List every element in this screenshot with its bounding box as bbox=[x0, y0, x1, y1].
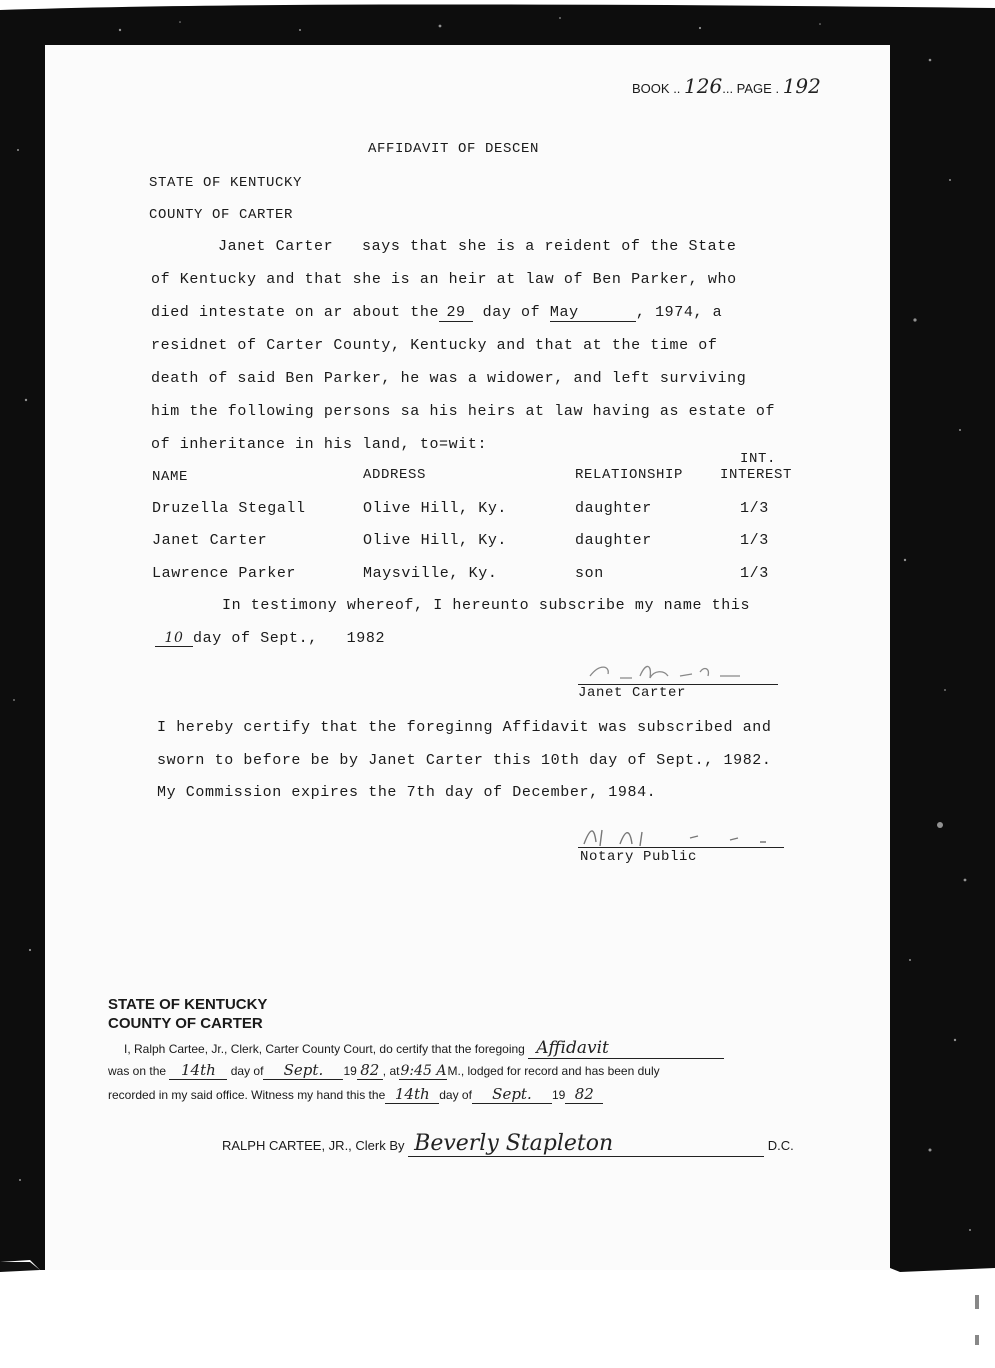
body-line-7: of inheritance in his land, to=wit: bbox=[151, 436, 488, 453]
record-line-2 bbox=[108, 1061, 660, 1080]
record-line-3-dayof: day of bbox=[439, 1088, 472, 1102]
record-line-3-pre: recorded in my said office. Witness my hand this the bbox=[108, 1088, 386, 1102]
record-time: 9:45 A bbox=[400, 1063, 447, 1079]
record-line-2-dayof: day of bbox=[230, 1064, 264, 1078]
book-label: BOOK bbox=[632, 81, 670, 96]
record-county: COUNTY OF CARTER bbox=[108, 1015, 263, 1032]
testimony-day: 10 bbox=[155, 630, 193, 647]
testimony-line-2 bbox=[155, 630, 385, 647]
deputy-clerk-signature: Beverly Stapleton bbox=[408, 1131, 764, 1157]
body-line-3 bbox=[151, 304, 722, 322]
record-state: STATE OF KENTUCKY bbox=[108, 996, 268, 1013]
death-month: May bbox=[550, 304, 636, 322]
heir-address: Olive Hill, Ky. bbox=[363, 532, 508, 549]
cert-line-1: I hereby certify that the foreginng Affidavit was subscribed and bbox=[157, 719, 772, 736]
cert-line-2: sworn to before be by Janet Carter this 10th day of Sept., 1982. bbox=[157, 752, 772, 769]
heir-interest: 1/3 bbox=[740, 500, 769, 517]
col-header-relationship: RELATIONSHIP bbox=[575, 467, 684, 483]
heir-interest: 1/3 bbox=[740, 532, 769, 549]
record-line-3-century: 19 bbox=[551, 1088, 566, 1102]
record-line-3 bbox=[108, 1085, 603, 1104]
col-header-interest: INTEREST bbox=[720, 467, 793, 483]
document-title: AFFIDAVIT OF DESCEN bbox=[368, 141, 540, 157]
col-header-interest-top: INT. bbox=[740, 451, 777, 467]
heir-relationship: daughter bbox=[575, 500, 652, 517]
book-page-stamp: BOOK .. 126... PAGE . 192 bbox=[632, 74, 821, 98]
body-line-3-mid: day of bbox=[482, 304, 541, 321]
record-line-1 bbox=[124, 1038, 724, 1059]
col-header-address: ADDRESS bbox=[363, 467, 427, 483]
body-line-6: him the following persons sa his heirs at law having as estate of bbox=[151, 403, 776, 420]
heir-name: Druzella Stegall bbox=[152, 500, 306, 517]
body-line-3-post: , 1974, a bbox=[635, 304, 723, 321]
cert-line-3: My Commission expires the 7th day of December, 1984. bbox=[157, 784, 657, 801]
body-line-1-text: says that she is a reident of the State bbox=[362, 238, 737, 255]
record-line-2-century: 19 bbox=[343, 1064, 357, 1078]
body-line-1 bbox=[218, 238, 737, 255]
record-month-2: Sept. bbox=[472, 1085, 552, 1104]
page-label: PAGE bbox=[736, 81, 772, 96]
death-day: 29 bbox=[439, 304, 473, 322]
col-header-name: NAME bbox=[152, 469, 189, 485]
record-line-1-text: I, Ralph Cartee, Jr., Clerk, Carter County Court, do certify that the foregoing bbox=[124, 1042, 525, 1056]
testimony-year: 1982 bbox=[346, 630, 386, 647]
book-number: 126 bbox=[684, 74, 723, 98]
record-year-2: 82 bbox=[565, 1085, 603, 1104]
venue-state: STATE OF KENTUCKY bbox=[149, 175, 303, 191]
record-year-1: 82 bbox=[357, 1061, 383, 1080]
record-line-2-post: M., lodged for record and has been duly bbox=[447, 1064, 660, 1078]
testimony-line-1: In testimony whereof, I hereunto subscribe my name this bbox=[222, 597, 751, 614]
heir-address: Maysville, Ky. bbox=[363, 565, 498, 582]
body-line-2: of Kentucky and that she is an heir at law of Ben Parker, who bbox=[151, 271, 737, 288]
affiant-printed-name: Janet Carter bbox=[578, 685, 687, 701]
heir-address: Olive Hill, Ky. bbox=[363, 500, 508, 517]
record-month-1: Sept. bbox=[263, 1061, 343, 1080]
notary-signature-line bbox=[578, 847, 784, 848]
record-instrument: Affidavit bbox=[528, 1038, 724, 1059]
heir-interest: 1/3 bbox=[740, 565, 769, 582]
testimony-day-of: day of Sept., bbox=[193, 630, 318, 647]
clerk-signature-row bbox=[222, 1131, 794, 1157]
affiant-name: Janet Carter bbox=[218, 238, 334, 255]
heir-name: Lawrence Parker bbox=[152, 565, 297, 582]
body-line-4: residnet of Carter County, Kentucky and that at the time of bbox=[151, 337, 718, 354]
heir-relationship: son bbox=[575, 565, 604, 582]
clerk-label: RALPH CARTEE, JR., Clerk By bbox=[222, 1138, 405, 1153]
body-line-5: death of said Ben Parker, he was a widower, and left surviving bbox=[151, 370, 747, 387]
heir-name: Janet Carter bbox=[152, 532, 268, 549]
page-number: 192 bbox=[782, 74, 821, 98]
record-day-2: 14th bbox=[385, 1085, 439, 1104]
record-day-1: 14th bbox=[169, 1061, 227, 1080]
heir-relationship: daughter bbox=[575, 532, 652, 549]
body-line-3-pre: died intestate on ar about the bbox=[151, 304, 440, 321]
record-line-2-at: , at bbox=[382, 1064, 400, 1078]
deputy-clerk-label: D.C. bbox=[767, 1138, 794, 1153]
notary-label: Notary Public bbox=[580, 849, 698, 865]
record-line-2-pre: was on the bbox=[108, 1064, 167, 1078]
venue-county: COUNTY OF CARTER bbox=[149, 207, 294, 223]
